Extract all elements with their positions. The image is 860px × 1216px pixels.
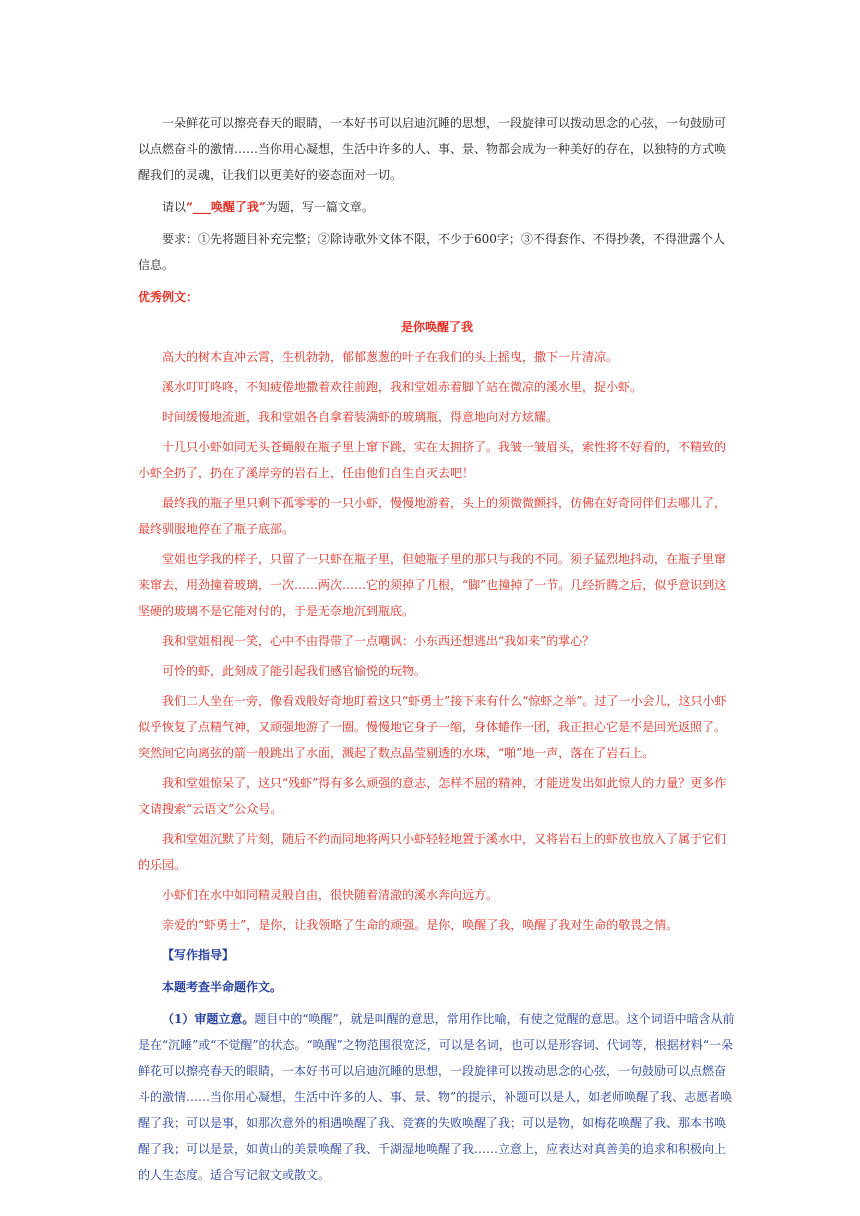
essay-paragraph: 我和堂姐相视一笑，心中不由得带了一点嘲讽：小东西还想逃出“我如来”的掌心？ — [162, 634, 595, 648]
guide-subheading: 本题考查半命题作文。 — [162, 980, 283, 994]
prompt-requirements: 要求：①先将题目补充完整；②除诗歌外文体不限，不少于600字；③不得套作、不得抄袭，不得泄露个人信息。 — [138, 232, 725, 272]
prompt-intro: 一朵鲜花可以擦亮春天的眼睛，一本好书可以启迪沉睡的思想，一段旋律可以拨动思念的心弦，一句鼓励可以点燃奋斗的激情……当你用心凝想，生活中许多的人、事、景、物都会成为一种美好的存在，以独特的方式唤醒我们的灵魂，让我们以更美好的姿态面对一切。 — [138, 116, 727, 182]
essay-paragraph: 溪水叮叮咚咚，不知疲倦地撒着欢往前跑，我和堂姐赤着脚丫站在微凉的溪水里，捉小虾。 — [162, 380, 643, 394]
guide-point — [138, 1006, 736, 1188]
guide-point-label: （1）审题立意。 — [162, 1012, 255, 1026]
prompt-section — [138, 110, 736, 278]
essay-paragraph: 亲爱的“虾勇士”，是你，让我领略了生命的顽强。是你，唤醒了我，唤醒了我对生命的敬畏之情。 — [162, 918, 679, 932]
instruction-title: “___唤醒了我” — [186, 200, 266, 214]
instruction-before: 请以 — [162, 200, 187, 214]
prompt-instruction — [138, 194, 736, 220]
essay-paragraph: 高大的树木直冲云霄，生机勃勃，郁郁葱葱的叶子在我们的头上摇曳，撒下一片清凉。 — [162, 350, 619, 364]
essay-title: 是你唤醒了我 — [400, 320, 473, 334]
essay-paragraph: 小虾们在水中如同精灵般自由，很快随着清澈的溪水奔向远方。 — [162, 888, 499, 902]
essay-paragraph: 堂姐也学我的样子，只留了一只虾在瓶子里，但她瓶子里的那只与我的不同。须子猛烈地抖动，在瓶子里窜来窜去，用劲撞着玻璃，一次……两次……它的须掉了几根，“脚”也撞掉了一节。几经折腾之后，似乎意识到这坚硬的玻璃不是它能对付的，于是无奈地沉到瓶底。 — [138, 552, 727, 618]
instruction-after: 为题，写一篇文章。 — [265, 200, 374, 214]
essay-paragraph: 我们二人坐在一旁，像看戏般好奇地盯着这只“虾勇士”接下来有什么“惊虾之举”。过了一小会儿，这只小虾似乎恢复了点精气神，又顽强地游了一圈。慢慢地它身子一缩，身体蜷作一团，我正担心它是不是回光返照了。突然间它向离弦的箭一般跳出了水面，溅起了数点晶莹剔透的水珠，“啪”地一声，落在了岩石上。 — [138, 694, 727, 760]
essay-paragraph: 可怜的虾，此刻成了能引起我们感官愉悦的玩物。 — [162, 664, 427, 678]
guide-heading: 【写作指导】 — [162, 948, 235, 962]
essay-paragraph: 我和堂姐惊呆了，这只“残虾”得有多么顽强的意志，怎样不屈的精神，才能迸发出如此惊人的力量？更多作文请搜索“云语文”公众号。 — [138, 776, 727, 816]
essay-paragraph: 我和堂姐沉默了片刻，随后不约而同地将两只小虾轻轻地置于溪水中，又将岩石上的虾放也放入了属于它们的乐园。 — [138, 832, 727, 872]
essay-paragraph: 十几只小虾如同无头苍蝇般在瓶子里上窜下跳，实在太拥挤了。我皱一皱眉头，索性将不好看的，不精致的小虾全扔了，扔在了溪岸旁的岩石上，任由他们自生自灭去吧！ — [138, 440, 727, 480]
essay-paragraph: 最终我的瓶子里只剩下孤零零的一只小虾，慢慢地游着，头上的须微微颤抖，仿佛在好奇同伴们去哪儿了，最终驯服地停在了瓶子底部。 — [138, 496, 727, 536]
guide-point-text: 题目中的“唤醒”，就是叫醒的意思，常用作比喻，有使之觉醒的意思。这个词语中暗含从前是在“沉睡”或“不觉醒”的状态。“唤醒”之物范围很宽泛，可以是名词，也可以是形容词、代词等，根据材料“一朵鲜花可以擦亮春天的眼睛，一本好书可以启迪沉睡的思想，一段旋律可以拨动思念的心弦，一句鼓励可以点燃奋斗的激情……当你用心凝想，生活中许多的人、事、景、物”的提示，补题可以是人，如老师唤醒了我、志愿者唤醒了我；可以是事，如那次意外的相遇唤醒了我、竞赛的失败唤醒了我；可以是物，如梅花唤醒了我、那本书唤醒了我；可以是景，如黄山的美景唤醒了我、千湖湿地唤醒了我……立意上，应表达对真善美的追求和积极向上的人生态度。适合写记叙文或散文。 — [138, 1012, 735, 1182]
essay-body — [138, 344, 736, 938]
essay-paragraph: 时间缓慢地流逝，我和堂姐各自拿着装满虾的玻璃瓶，得意地向对方炫耀。 — [162, 410, 559, 424]
example-label: 优秀例文： — [138, 290, 199, 304]
